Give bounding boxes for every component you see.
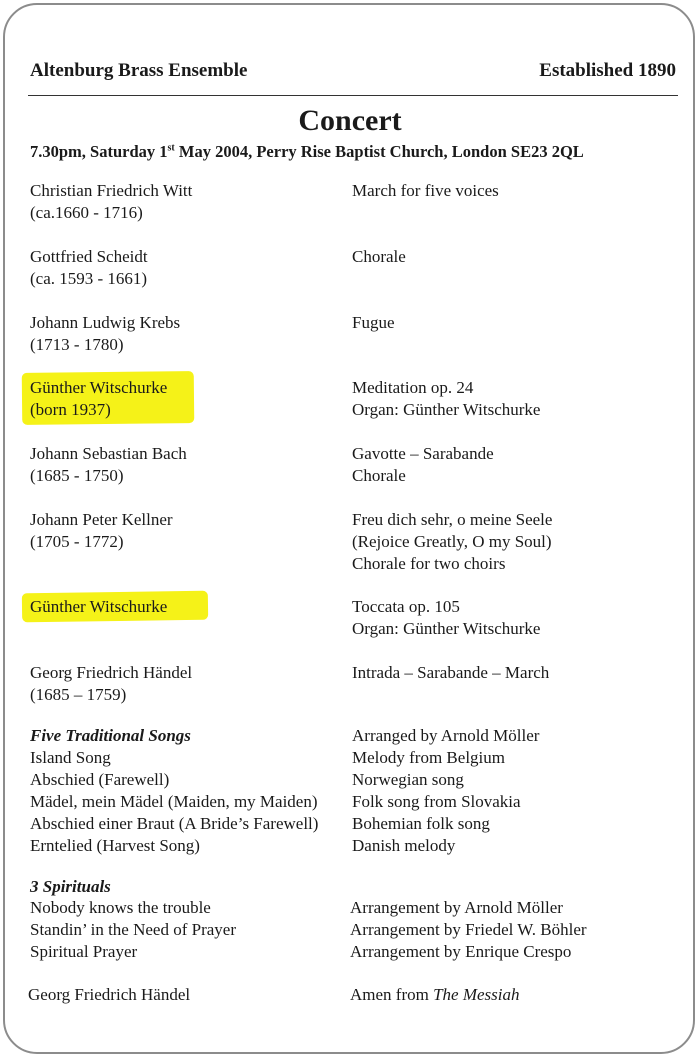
songs-heading: Five Traditional Songs bbox=[30, 726, 191, 745]
spirituals-heading: 3 Spirituals bbox=[30, 877, 111, 896]
ensemble-name: Altenburg Brass Ensemble bbox=[30, 60, 248, 81]
composer-dates: (born 1937) bbox=[30, 400, 111, 419]
work-translation: (Rejoice Greatly, O my Soul) bbox=[352, 532, 552, 551]
work-note: Organ: Günther Witschurke bbox=[352, 400, 541, 419]
song-title: Abschied einer Braut (A Bride’s Farewell) bbox=[30, 814, 319, 833]
work-title: Fugue bbox=[352, 313, 395, 332]
song-origin: Melody from Belgium bbox=[352, 748, 505, 767]
work-title: March for five voices bbox=[352, 181, 499, 200]
composer-name: Christian Friedrich Witt bbox=[30, 181, 193, 200]
finale-work-title: The Messiah bbox=[433, 985, 520, 1004]
composer-name: Johann Sebastian Bach bbox=[30, 444, 187, 463]
composer-dates: (1685 – 1759) bbox=[30, 685, 127, 704]
work-title: Freu dich sehr, o meine Seele bbox=[352, 510, 553, 529]
spiritual-arrangement: Arrangement by Enrique Crespo bbox=[350, 942, 572, 961]
song-title: Abschied (Farewell) bbox=[30, 770, 170, 789]
details-date: 7.30pm, Saturday 1 bbox=[30, 142, 168, 161]
composer-name: Günther Witschurke bbox=[30, 378, 168, 397]
work-note: Organ: Günther Witschurke bbox=[352, 619, 541, 638]
concert-details bbox=[30, 142, 584, 162]
composer-name: Johann Peter Kellner bbox=[30, 510, 173, 529]
song-origin: Folk song from Slovakia bbox=[352, 792, 521, 811]
page-title: Concert bbox=[298, 104, 402, 137]
spiritual-title: Standin’ in the Need of Prayer bbox=[30, 920, 236, 939]
finale-work-prefix: Amen from bbox=[350, 985, 434, 1004]
composer-name: Günther Witschurke bbox=[30, 597, 168, 616]
work-title: Gavotte – Sarabande bbox=[352, 444, 494, 463]
spiritual-title: Nobody knows the trouble bbox=[30, 898, 211, 917]
details-venue: May 2004, Perry Rise Baptist Church, London SE23 2QL bbox=[174, 142, 584, 161]
composer-dates: (ca. 1593 - 1661) bbox=[30, 269, 148, 288]
composer-name: Gottfried Scheidt bbox=[30, 247, 148, 266]
composer-dates: (1713 - 1780) bbox=[30, 335, 124, 354]
finale-composer: Georg Friedrich Händel bbox=[28, 985, 191, 1004]
spiritual-arrangement: Arrangement by Arnold Möller bbox=[350, 898, 563, 917]
work-note: Chorale for two choirs bbox=[352, 554, 506, 573]
song-title: Mädel, mein Mädel (Maiden, my Maiden) bbox=[30, 792, 318, 811]
song-origin: Norwegian song bbox=[352, 770, 464, 789]
work-title: Toccata op. 105 bbox=[352, 597, 460, 616]
spiritual-title: Spiritual Prayer bbox=[30, 942, 138, 961]
composer-name: Johann Ludwig Krebs bbox=[30, 313, 181, 332]
song-title: Island Song bbox=[30, 748, 111, 767]
spiritual-arrangement: Arrangement by Friedel W. Böhler bbox=[350, 920, 587, 939]
songs-arranger: Arranged by Arnold Möller bbox=[352, 726, 540, 745]
composer-dates: (ca.1660 - 1716) bbox=[30, 203, 143, 222]
composer-dates: (1685 - 1750) bbox=[30, 466, 124, 485]
work-note: Chorale bbox=[352, 466, 406, 485]
composer-dates: (1705 - 1772) bbox=[30, 532, 124, 551]
details-date-suffix: st bbox=[167, 142, 175, 154]
work-title: Intrada – Sarabande – March bbox=[352, 663, 550, 682]
established-label: Established 1890 bbox=[539, 60, 676, 81]
header-rule bbox=[28, 95, 678, 96]
work-title: Meditation op. 24 bbox=[352, 378, 474, 397]
song-origin: Danish melody bbox=[352, 836, 456, 855]
song-origin: Bohemian folk song bbox=[352, 814, 490, 833]
song-title: Erntelied (Harvest Song) bbox=[30, 836, 200, 855]
finale-work bbox=[350, 984, 520, 1006]
composer-name: Georg Friedrich Händel bbox=[30, 663, 193, 682]
work-title: Chorale bbox=[352, 247, 406, 266]
